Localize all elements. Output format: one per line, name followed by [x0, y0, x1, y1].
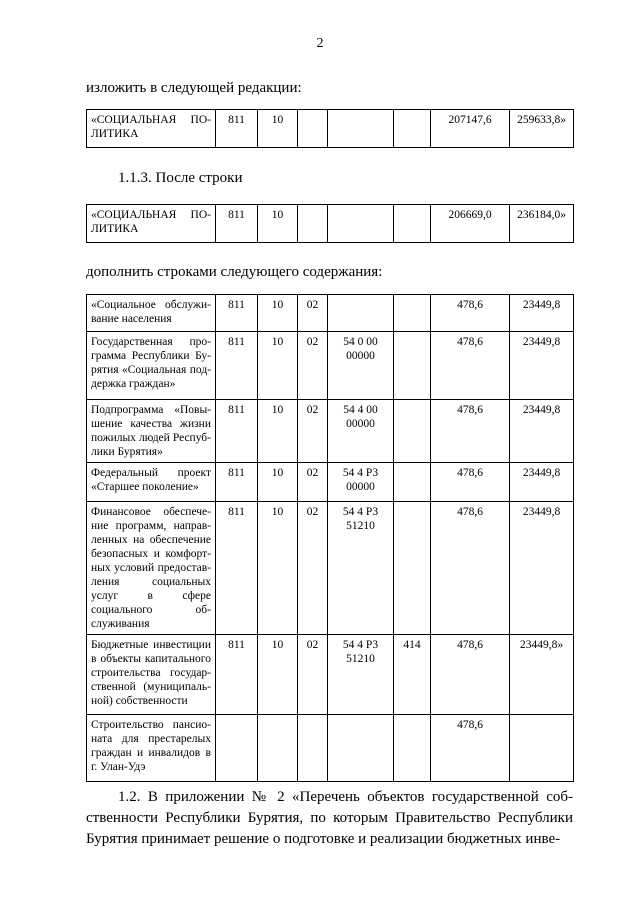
cell-name: «СОЦИАЛЬНАЯ ПО-ЛИТИКА — [87, 110, 216, 148]
table-row — [87, 295, 574, 332]
cell-ministry: 811 — [216, 205, 258, 243]
cell-expense-type — [394, 332, 431, 400]
cell-name: «СОЦИАЛЬНАЯ ПО-ЛИТИКА — [87, 205, 216, 243]
table-row — [87, 332, 574, 400]
cell-ministry — [216, 715, 258, 782]
cell-subsection: 02 — [298, 332, 328, 400]
table-row — [87, 635, 574, 715]
cell-target-article: 54 4 P3 51210 — [328, 502, 394, 635]
cell-sum-2021: 23449,8» — [510, 635, 574, 715]
cell-ministry: 811 — [216, 635, 258, 715]
cell-sum-2020: 478,6 — [431, 635, 510, 715]
cell-section: 10 — [258, 332, 298, 400]
cell-expense-type — [394, 463, 431, 502]
after-line-text: 1.1.3. После строки — [118, 170, 243, 186]
table-row — [87, 205, 574, 243]
table-row — [87, 400, 574, 463]
cell-target-article: 54 0 00 00000 — [328, 332, 394, 400]
cell-target-article — [328, 295, 394, 332]
cell-name: Бюджетные инвестиции в объекты капитального строительства государ-ственной (муниципаль-ной) собственности — [87, 635, 216, 715]
cell-sum-2021: 236184,0» — [510, 205, 574, 243]
cell-sum-2021: 23449,8 — [510, 400, 574, 463]
cell-target-article: 54 4 P3 51210 — [328, 635, 394, 715]
cell-target-article — [328, 715, 394, 782]
cell-section: 10 — [258, 110, 298, 148]
page-number: 2 — [316, 36, 324, 51]
cell-section: 10 — [258, 502, 298, 635]
cell-ministry: 811 — [216, 332, 258, 400]
appendix-paragraph — [86, 787, 573, 850]
cell-ministry: 811 — [216, 110, 258, 148]
cell-expense-type — [394, 502, 431, 635]
cell-sum-2021 — [510, 715, 574, 782]
cell-ministry: 811 — [216, 295, 258, 332]
cell-name: «Социальное обслужи-вание населения — [87, 295, 216, 332]
table-row — [87, 463, 574, 502]
cell-subsection: 02 — [298, 295, 328, 332]
cell-sum-2020: 478,6 — [431, 295, 510, 332]
cell-section — [258, 715, 298, 782]
cell-subsection — [298, 205, 328, 243]
cell-target-article — [328, 205, 394, 243]
cell-section: 10 — [258, 205, 298, 243]
cell-name: Государственная про-грамма Республики Бу-рятия «Социальная под-держка граждан» — [87, 332, 216, 400]
table-row — [87, 715, 574, 782]
cell-expense-type — [394, 400, 431, 463]
cell-expense-type — [394, 295, 431, 332]
add-lines-text: дополнить строками следующего содержания: — [86, 264, 383, 280]
cell-sum-2021: 23449,8 — [510, 463, 574, 502]
cell-target-article — [328, 110, 394, 148]
cell-target-article: 54 4 00 00000 — [328, 400, 394, 463]
cell-sum-2021: 259633,8» — [510, 110, 574, 148]
cell-section: 10 — [258, 635, 298, 715]
cell-subsection: 02 — [298, 400, 328, 463]
appendix-paragraph-text: 1.2. В приложении № 2 «Перечень объектов государственной соб-ственности Республики Бурятия, по которым Правительство Республики Бурятия принимает решение о подготовке и реализации бюджетных инве- — [86, 789, 573, 847]
cell-section: 10 — [258, 400, 298, 463]
cell-name: Строительство пансио-ната для престарелых граждан и инвалидов в г. Улан-Удэ — [87, 715, 216, 782]
cell-section: 10 — [258, 295, 298, 332]
cell-sum-2020: 478,6 — [431, 502, 510, 635]
cell-sum-2021: 23449,8 — [510, 295, 574, 332]
cell-sum-2021: 23449,8 — [510, 502, 574, 635]
table-row — [87, 110, 574, 148]
cell-expense-type — [394, 715, 431, 782]
cell-section: 10 — [258, 463, 298, 502]
cell-subsection — [298, 715, 328, 782]
cell-name: Финансовое обеспече-ние программ, направ-ленных на обеспечение безопасных и комфорт-ных условий предостав-ления социальных услуг в сфере социального об-служивания — [87, 502, 216, 635]
table-social-policy-new — [86, 109, 574, 148]
cell-sum-2020: 478,6 — [431, 715, 510, 782]
cell-target-article: 54 4 P3 00000 — [328, 463, 394, 502]
cell-expense-type: 414 — [394, 635, 431, 715]
cell-ministry: 811 — [216, 463, 258, 502]
table-social-policy-old — [86, 204, 574, 243]
cell-name: Подпрограмма «Повы-шение качества жизни пожилых людей Респуб-лики Бурятия» — [87, 400, 216, 463]
cell-sum-2020: 206669,0 — [431, 205, 510, 243]
cell-sum-2020: 478,6 — [431, 463, 510, 502]
intro-text: изложить в следующей редакции: — [86, 80, 302, 96]
cell-sum-2020: 207147,6 — [431, 110, 510, 148]
cell-subsection: 02 — [298, 635, 328, 715]
cell-sum-2021: 23449,8 — [510, 332, 574, 400]
cell-expense-type — [394, 205, 431, 243]
cell-subsection — [298, 110, 328, 148]
cell-sum-2020: 478,6 — [431, 332, 510, 400]
cell-subsection: 02 — [298, 502, 328, 635]
cell-name: Федеральный проект «Старшее поколение» — [87, 463, 216, 502]
cell-subsection: 02 — [298, 463, 328, 502]
cell-sum-2020: 478,6 — [431, 400, 510, 463]
cell-ministry: 811 — [216, 502, 258, 635]
table-added-lines — [86, 294, 574, 782]
cell-ministry: 811 — [216, 400, 258, 463]
cell-expense-type — [394, 110, 431, 148]
table-row — [87, 502, 574, 635]
